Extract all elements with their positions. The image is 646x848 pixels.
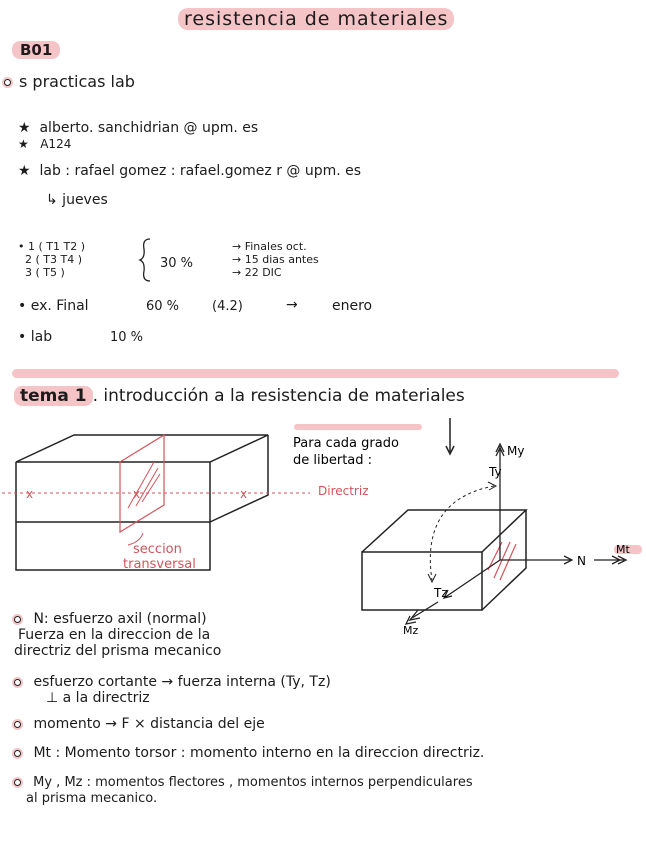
- final-pct: 60 %: [146, 299, 180, 314]
- directriz-label: Directriz: [318, 484, 369, 498]
- lab-weight-line: • lab: [18, 329, 53, 345]
- star-icon: ★: [18, 137, 29, 151]
- lab-contact-line: [18, 163, 361, 179]
- bullet-dot-icon: [12, 614, 23, 625]
- mz-label: Mz: [403, 624, 419, 637]
- tz-label: Tz: [434, 586, 448, 600]
- tema-title: . introducción a la resistencia de materiales: [92, 386, 465, 406]
- final-min: (4.2): [212, 299, 243, 314]
- contact-email: alberto. sanchidrian @ upm. es: [39, 120, 259, 136]
- star-icon: ★: [18, 163, 31, 179]
- tema-heading: [14, 386, 465, 406]
- title-highlight: resistencia de materiales: [178, 8, 454, 30]
- final-when: enero: [332, 298, 373, 314]
- bullet-dot-icon: [12, 777, 23, 788]
- z-axis: [444, 560, 500, 598]
- contact-room: A124: [40, 137, 72, 151]
- grading-note: → 15 dias antes: [232, 253, 319, 266]
- bullet-dot-icon: [12, 748, 23, 759]
- practicas-text: s practicas lab: [19, 72, 135, 91]
- n-label: N: [577, 554, 586, 568]
- grading-list: [18, 240, 85, 279]
- bullet-dot-icon: [2, 77, 13, 88]
- page-title: [178, 8, 454, 30]
- rotation-arc: [430, 486, 494, 580]
- my-label: My: [507, 444, 525, 458]
- x-mark: x: [26, 487, 34, 501]
- practicas-heading: [2, 72, 135, 91]
- x-mark: x: [240, 487, 248, 501]
- para-highlight: [294, 424, 422, 430]
- right-cross-section: [488, 542, 516, 580]
- note-torsor: Mt : Momento torsor : momento interno en la direccion directriz.: [12, 745, 484, 761]
- lab-day: ↳ jueves: [46, 192, 108, 208]
- ty-label: Ty: [489, 465, 502, 479]
- grading-note: → 22 DIC: [232, 266, 282, 279]
- grading-item: • 1 ( T1 T2 ): [18, 240, 86, 253]
- grading-item: 2 ( T3 T4 ): [25, 253, 83, 266]
- x-mark: x: [133, 487, 141, 501]
- grading-item: 3 ( T5 ): [25, 266, 65, 279]
- note-cortante: esfuerzo cortante → fuerza interna (Ty, Tz) ⊥ a la directriz: [12, 674, 331, 706]
- seccion-label: seccion: [133, 542, 182, 557]
- course-code: B01: [12, 41, 60, 59]
- mt-label: Mt: [616, 543, 630, 556]
- tema-label: tema 1: [14, 386, 93, 406]
- section-divider: [12, 369, 619, 378]
- note-axil: N: esfuerzo axil (normal) Fuerza en la direccion de la directriz del prisma mecanico: [14, 611, 222, 659]
- note-flectores: My , Mz : momentos flectores , momentos internos perpendiculares al prisma mecanico.: [12, 775, 473, 807]
- star-icon: ★: [18, 120, 31, 136]
- para-cada-label: Para cada grado: [293, 436, 399, 451]
- note-momento: momento → F × distancia del eje: [12, 716, 265, 732]
- final-arrow: →: [286, 297, 298, 313]
- bullet-dot-icon: [12, 719, 23, 730]
- transversal-label: transversal: [123, 557, 196, 572]
- grading-notes: [232, 240, 319, 279]
- brace-icon: [138, 237, 154, 283]
- contact-email-line: [18, 120, 258, 136]
- grading-pct: 30 %: [160, 256, 194, 271]
- final-exam-line: • ex. Final: [18, 298, 89, 314]
- lab-pct: 10 %: [110, 330, 144, 345]
- bullet-dot-icon: [12, 677, 23, 688]
- grading-note: → Finales oct.: [232, 240, 307, 253]
- de-libertad-label: de libertad :: [293, 453, 373, 468]
- cross-section: [120, 435, 164, 545]
- lab-contact: lab : rafael gomez : rafael.gomez r @ upm. es: [39, 163, 362, 179]
- contact-room-line: [18, 137, 71, 151]
